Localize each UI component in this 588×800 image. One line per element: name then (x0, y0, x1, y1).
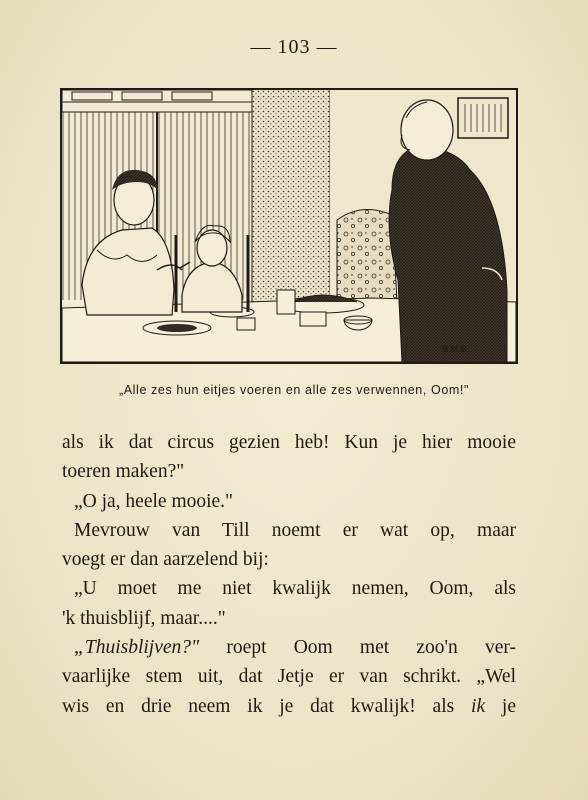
text-line (62, 692, 516, 721)
text-fragment: wis en drie neem ik je dat kwalijk! als (62, 695, 472, 717)
text-fragment: je (485, 695, 516, 717)
text-line: Mevrouw van Till noemt er wat op, maar (74, 519, 516, 541)
text-line: 'k thuisblijf, maar...." (62, 607, 226, 629)
illustrator-signature: B.M.B. (442, 344, 470, 354)
text-line: toeren maken?" (62, 461, 185, 483)
text-line: „O ja, heele mooie." (74, 490, 234, 512)
illustration-caption: „Alle zes hun eitjes voeren en alle zes verwennen, Oom!" (118, 383, 469, 397)
page-number: — 103 — (250, 36, 338, 58)
dinner-table-scene-illustration (62, 90, 516, 362)
text-line: als ik dat circus gezien heb! Kun je hier mooie (62, 432, 516, 453)
text-line: „U moet me niet kwalijk nemen, Oom, als (74, 578, 516, 600)
illustration-frame (60, 88, 518, 364)
text-line: vaarlijke stem uit, dat Jetje er van schrikt. „Wel (62, 666, 516, 688)
italic-word: ik (471, 695, 486, 717)
text-line (62, 633, 516, 662)
body-text (62, 428, 516, 721)
italic-word: „Thuisblijven?" (74, 637, 200, 659)
text-fragment: roept Oom met zoo'n ver- (199, 637, 516, 659)
text-line: voegt er dan aarzelend bij: (62, 549, 269, 571)
